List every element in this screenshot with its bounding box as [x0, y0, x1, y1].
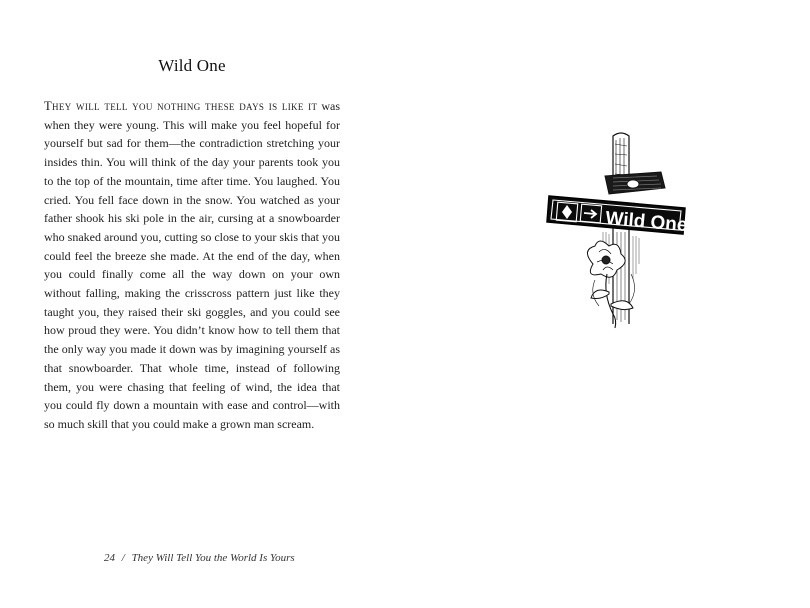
upper-bracket [605, 172, 665, 194]
right-page [405, 0, 810, 608]
chapter-title: Wild One [158, 56, 226, 75]
wild-one-street-sign [547, 196, 688, 236]
running-book-title: They Will Tell You the World Is Yours [131, 552, 295, 564]
wild-one-sign-illustration [543, 124, 693, 334]
page-number: 24 [104, 552, 115, 564]
sign-label: Wild One [604, 208, 689, 237]
lead-in-small-caps: They will tell you nothing these days is like it [44, 99, 318, 113]
body-paragraph [44, 97, 340, 434]
page-footer [104, 552, 295, 564]
flower-icon [587, 241, 634, 328]
footer-separator: / [121, 552, 125, 564]
body-text: was when they were young. This will make you feel hopeful for yourself but sad for them—the contradiction stretching your insides thin. You will think of the day your parents took you to the top of the mountain, time after time. You laughed. You cried. You fell face down in the snow. You watched as your father shook his ski pole in the air, cursing at a snowboarder who snaked around you, cutting so close to your skis that you could feel the breeze she made. At the end of the day, when you could finally come all the way down on your own without falling, making the crisscross pattern just like they taught you, they raised their ski goggles, and you could see how proud they were. You didn’t know how to tell them that the only way you made it down was by imagining yourself as that snowboarder. That whole time, instead of following them, you were chasing that feeling of wind, the idea that you could fly down a mountain with ease and control—with so much skill that you could make a grown man scream. [44, 99, 340, 431]
